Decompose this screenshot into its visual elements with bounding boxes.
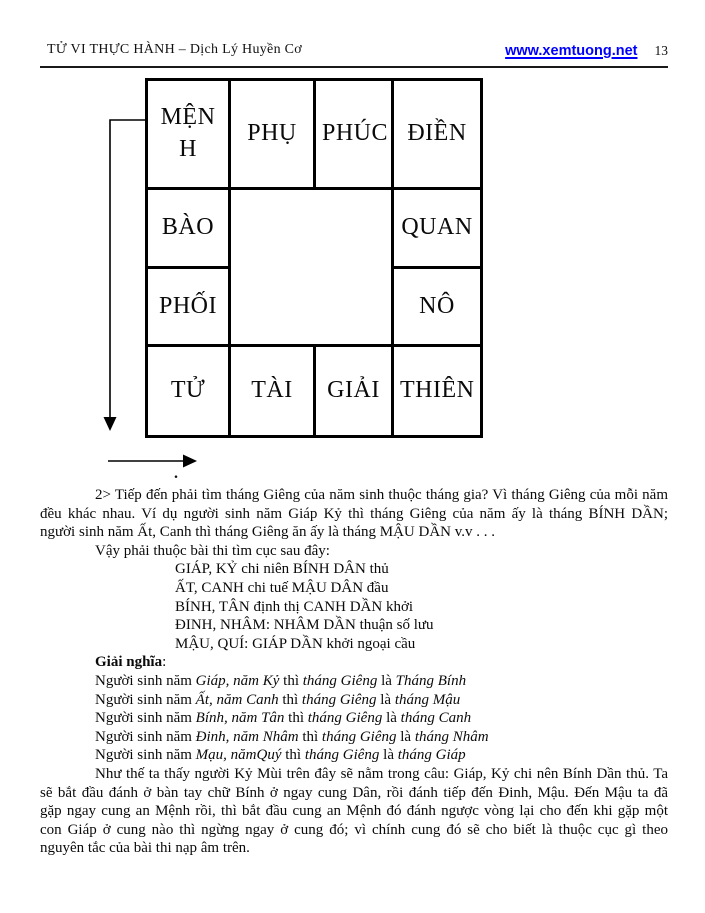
text-line bbox=[40, 746, 668, 765]
palace-cell-giai: GIẢI bbox=[315, 346, 393, 437]
text-run: là bbox=[396, 728, 415, 745]
palace-cell-phuc: PHÚC bbox=[315, 80, 393, 189]
text-run: : bbox=[162, 654, 167, 671]
text-line: người sinh năm Ất, Canh thì tháng Giêng ăn ấy là tháng MẬU DẦN v.v . . . bbox=[40, 524, 496, 541]
text-run: thì bbox=[279, 672, 303, 689]
italic-text-run: tháng Giêng bbox=[301, 691, 377, 708]
text-run: là bbox=[382, 710, 401, 727]
text-line bbox=[40, 672, 668, 691]
palace-cell-phu: PHỤ bbox=[230, 80, 315, 189]
text-line: ẤT, CANH chi tuế MẬU DÂN đầu bbox=[175, 579, 389, 596]
text-line: GIÁP, KỶ chi niên BÍNH DÂN thủ bbox=[175, 561, 389, 578]
text-run: thì bbox=[281, 747, 305, 764]
down-elbow-arrow bbox=[104, 120, 146, 431]
page-number: 13 bbox=[654, 43, 668, 58]
text-line: đều khác nhau. Ví dụ người sinh năm Giáp Kỷ thì tháng Giêng của năm ấy là tháng BÍNH DẦN; bbox=[40, 505, 668, 522]
verse-block bbox=[40, 560, 668, 653]
palace-cell-no: NÔ bbox=[393, 268, 482, 346]
italic-text-run: Ất, năm Canh bbox=[195, 691, 279, 708]
italic-text-run: tháng Giêng bbox=[307, 710, 383, 727]
italic-text-run: Bính, năm Tân bbox=[195, 710, 285, 727]
text-run: là bbox=[376, 691, 395, 708]
italic-text-run: tháng Mậu bbox=[394, 691, 461, 708]
italic-text-run: Mạu, nămQuý bbox=[195, 747, 282, 764]
text-line bbox=[40, 728, 668, 747]
italic-text-run: Đinh, năm Nhâm bbox=[195, 728, 299, 745]
text-run: Người sinh năm bbox=[95, 710, 196, 727]
text-run: thì bbox=[284, 710, 308, 727]
palace-cell-menh: MỆNH bbox=[147, 80, 230, 189]
right-arrow bbox=[108, 455, 197, 468]
italic-text-run: Tháng Bính bbox=[395, 672, 467, 689]
palace-cell-quan: QUAN bbox=[393, 189, 482, 268]
stray-period: . bbox=[174, 465, 178, 482]
paragraph-lead-in: Vậy phải thuộc bài thi tìm cục sau đây: bbox=[95, 542, 330, 559]
text-line: nguyên tắc của bài thi nạp âm trên. bbox=[40, 840, 250, 857]
text-run: là bbox=[379, 747, 398, 764]
italic-text-run: tháng Giêng bbox=[304, 747, 380, 764]
palace-cell-tai: TÀI bbox=[230, 346, 315, 437]
paragraph-intro bbox=[40, 486, 668, 542]
text-run: Người sinh năm bbox=[95, 728, 196, 745]
text-line: Như thế ta thấy người Kỷ Mùi trên đây sẽ nằm trong câu: Giáp, Kỷ chi nên Bính Dần thủ. Ta bbox=[95, 765, 668, 782]
text-line: con Giáp ở cung nào thì ngừng ngay ở cung đó; vì chính cung đó sẽ cho biết là thuộc cục gì theo bbox=[40, 821, 668, 838]
text-line: sẽ bắt đầu đánh ở bàn tay chữ Bính ở ngay cung Dân, rồi đánh tiếp đến Đinh, Mậu. Đến Mậu ta đã bbox=[40, 784, 668, 801]
palace-diagram-table bbox=[145, 78, 483, 438]
page-header bbox=[40, 42, 668, 64]
text-line: BÍNH, TÂN định thị CANH DẦN khởi bbox=[175, 598, 414, 615]
text-line: MẬU, QUÍ: GIÁP DẦN khởi ngoại cầu bbox=[175, 635, 416, 652]
text-line: ĐINH, NHÂM: NHÂM DẦN thuận số lưu bbox=[175, 617, 434, 634]
italic-text-run: tháng Giêng bbox=[302, 672, 378, 689]
italic-text-run: tháng Canh bbox=[400, 710, 472, 727]
palace-cell-bao: BÀO bbox=[147, 189, 230, 268]
text-run: Người sinh năm bbox=[95, 672, 196, 689]
palace-cell-tu: TỬ bbox=[147, 346, 230, 437]
bold-text-run: Giải nghĩa bbox=[95, 654, 163, 671]
italic-text-run: tháng Giáp bbox=[397, 747, 466, 764]
palace-cell-dien: ĐIỀN bbox=[393, 80, 482, 189]
italic-text-run: tháng Giêng bbox=[321, 728, 397, 745]
palace-cell-thien: THIÊN bbox=[393, 346, 482, 437]
text-line bbox=[40, 691, 668, 710]
header-divider bbox=[40, 66, 668, 68]
palace-center-cell bbox=[230, 189, 393, 346]
text-line: gặp ngay cung an Mệnh rồi, thì bắt đầu cung an Mệnh đó đánh ngược vòng lại cho đến khi gặp một bbox=[40, 803, 668, 820]
italic-text-run: Giáp, năm Kỷ bbox=[195, 672, 280, 689]
explanation-block bbox=[40, 653, 668, 765]
text-line bbox=[40, 653, 668, 672]
text-line bbox=[40, 709, 668, 728]
text-run: là bbox=[377, 672, 396, 689]
text-run: Người sinh năm bbox=[95, 747, 196, 764]
text-run: Người sinh năm bbox=[95, 691, 196, 708]
paragraph-final bbox=[40, 765, 668, 858]
text-line: 2> Tiếp đến phải tìm tháng Giêng của năm sinh thuộc tháng gia? Vì tháng Giêng của mỗi năm bbox=[95, 487, 668, 503]
italic-text-run: tháng Nhâm bbox=[414, 728, 489, 745]
document-title: TỬ VI THỰC HÀNH – Dịch Lý Huyền Cơ bbox=[47, 42, 303, 57]
header-right bbox=[505, 42, 668, 60]
body-text bbox=[40, 486, 668, 858]
website-link[interactable]: www.xemtuong.net bbox=[505, 43, 638, 59]
text-run: thì bbox=[278, 691, 302, 708]
text-run: thì bbox=[298, 728, 322, 745]
palace-cell-phoi: PHỐI bbox=[147, 268, 230, 346]
